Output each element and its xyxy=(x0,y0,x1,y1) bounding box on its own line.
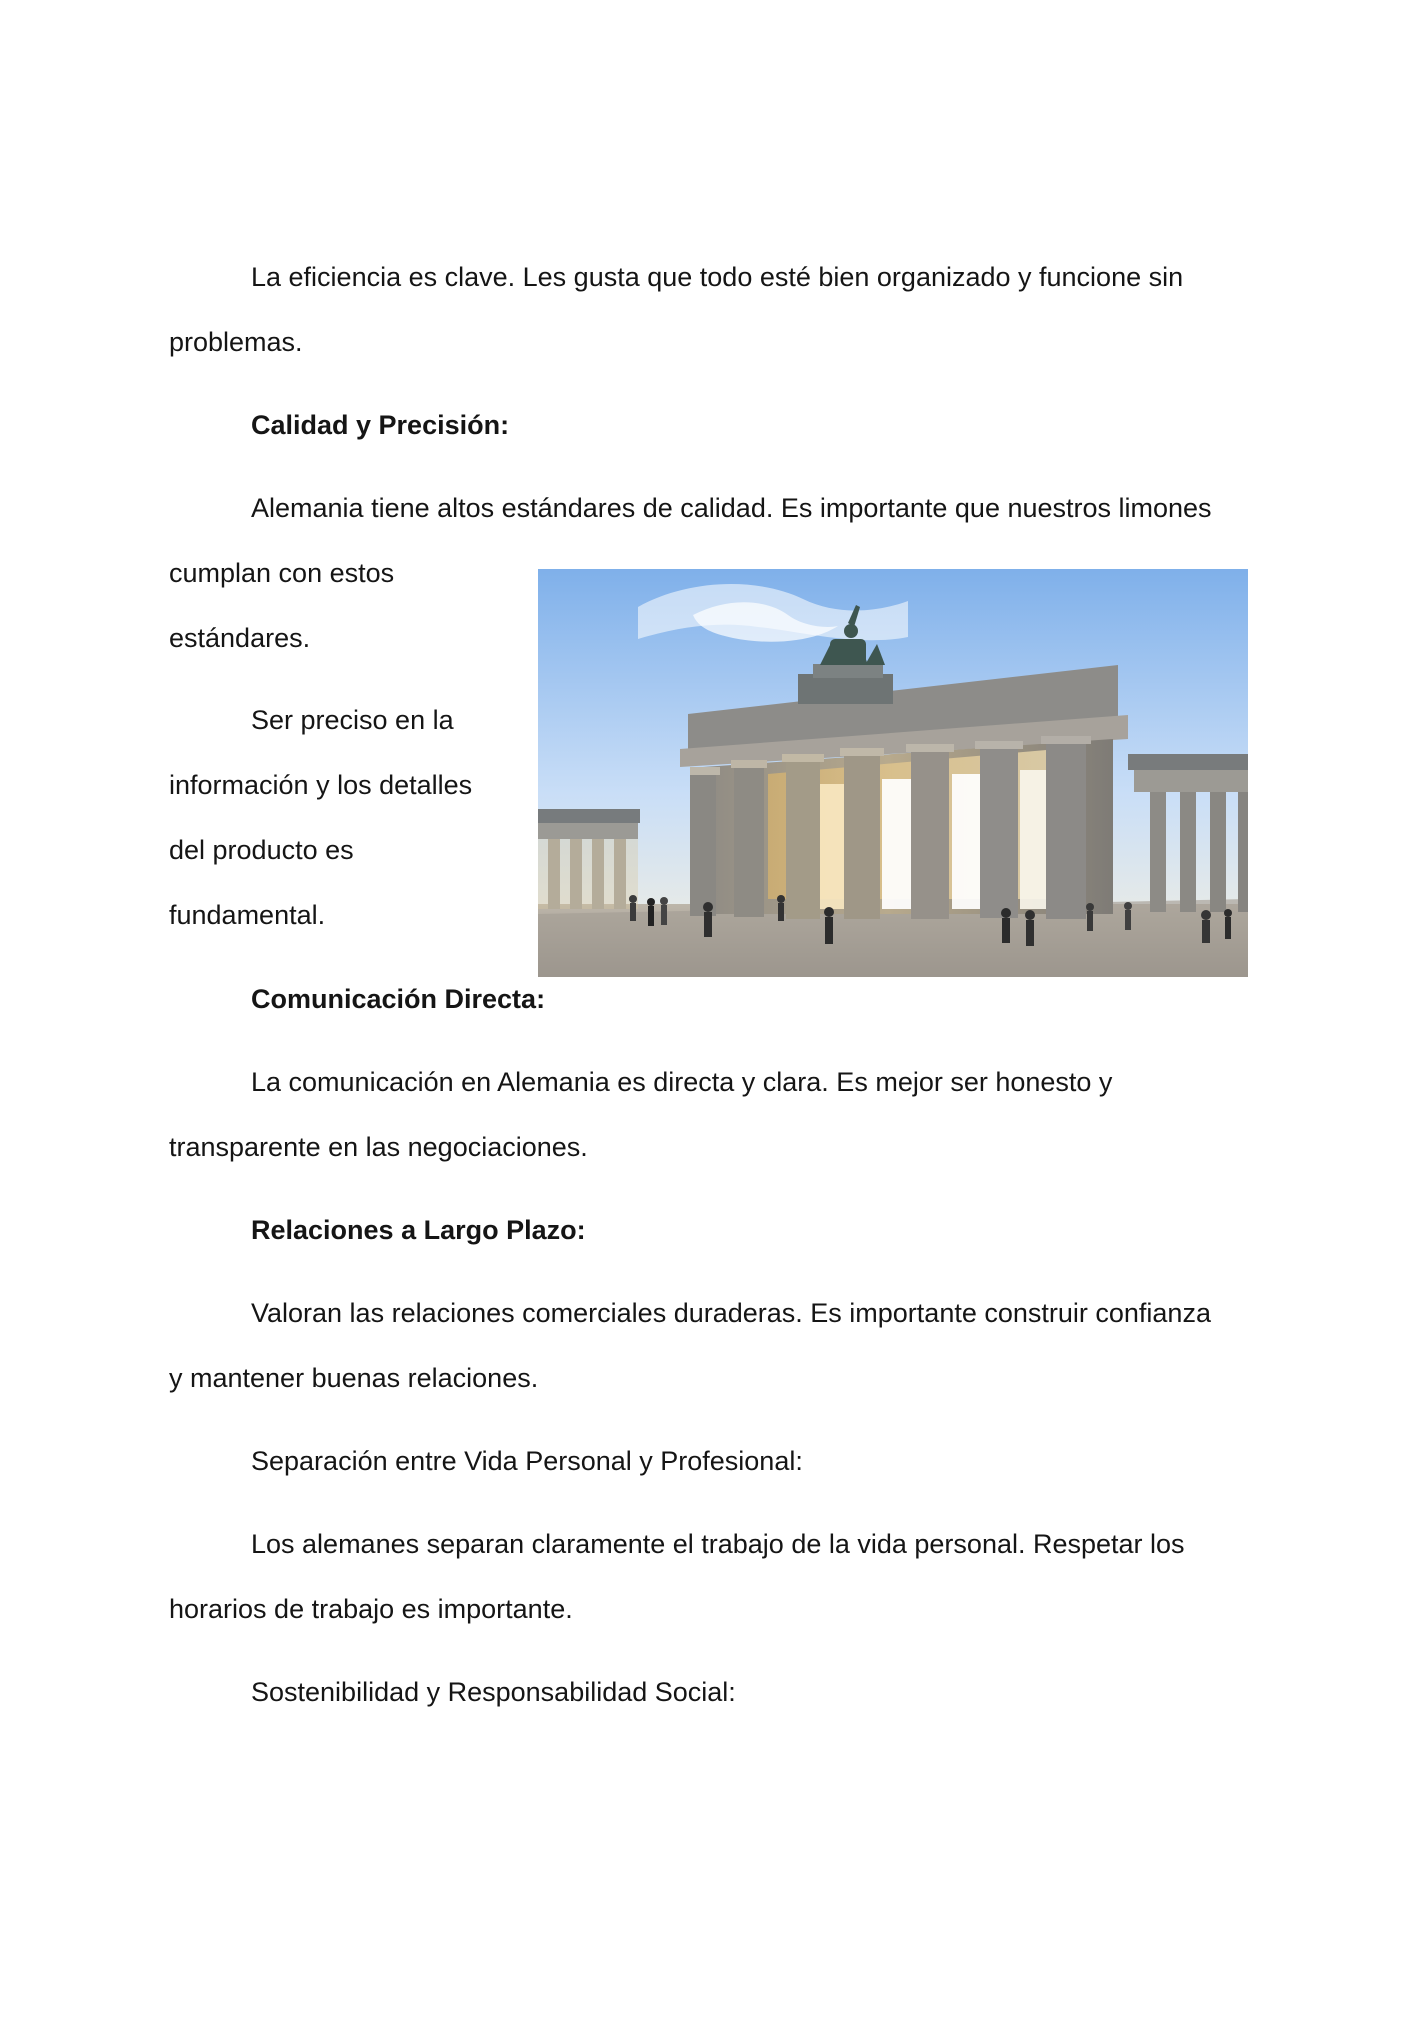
separation-paragraph-line-2: horarios de trabajo es importante. xyxy=(169,1594,573,1624)
efficiency-paragraph-line-2: problemas. xyxy=(169,327,303,357)
precision-paragraph-line-3: del producto es xyxy=(169,835,354,865)
quality-paragraph-line-1: Alemania tiene altos estándares de calidad. Es importante que nuestros limones xyxy=(251,493,1212,523)
relationships-paragraph-line-1: Valoran las relaciones comerciales duraderas. Es importante construir confianza xyxy=(251,1298,1211,1328)
precision-paragraph-line-2: información y los detalles xyxy=(169,770,473,800)
relationships-paragraph-line-2: y mantener buenas relaciones. xyxy=(169,1363,539,1393)
communication-paragraph-line-1: La comunicación en Alemania es directa y clara. Es mejor ser honesto y xyxy=(251,1067,1113,1097)
quality-paragraph-line-2: cumplan con estos xyxy=(169,558,395,588)
precision-paragraph-line-4: fundamental. xyxy=(169,900,326,930)
brandenburg-gate-illustration xyxy=(538,569,1248,977)
quality-heading: Calidad y Precisión: xyxy=(251,410,510,440)
sustainability-heading: Sostenibilidad y Responsabilidad Social: xyxy=(251,1677,736,1707)
brandenburg-gate-photo-icon xyxy=(538,569,1248,977)
relationships-heading: Relaciones a Largo Plazo: xyxy=(251,1215,586,1245)
efficiency-paragraph-line-1: La eficiencia es clave. Les gusta que todo esté bien organizado y funcione sin xyxy=(251,262,1184,292)
precision-paragraph-line-1: Ser preciso en la xyxy=(251,705,454,735)
separation-paragraph-line-1: Los alemanes separan claramente el trabajo de la vida personal. Respetar los xyxy=(251,1529,1185,1559)
quality-paragraph-line-3: estándares. xyxy=(169,623,311,653)
separation-heading: Separación entre Vida Personal y Profesional: xyxy=(251,1446,803,1476)
communication-paragraph-line-2: transparente en las negociaciones. xyxy=(169,1132,588,1162)
left-colonnade xyxy=(538,809,640,909)
communication-heading: Comunicación Directa: xyxy=(251,984,546,1014)
